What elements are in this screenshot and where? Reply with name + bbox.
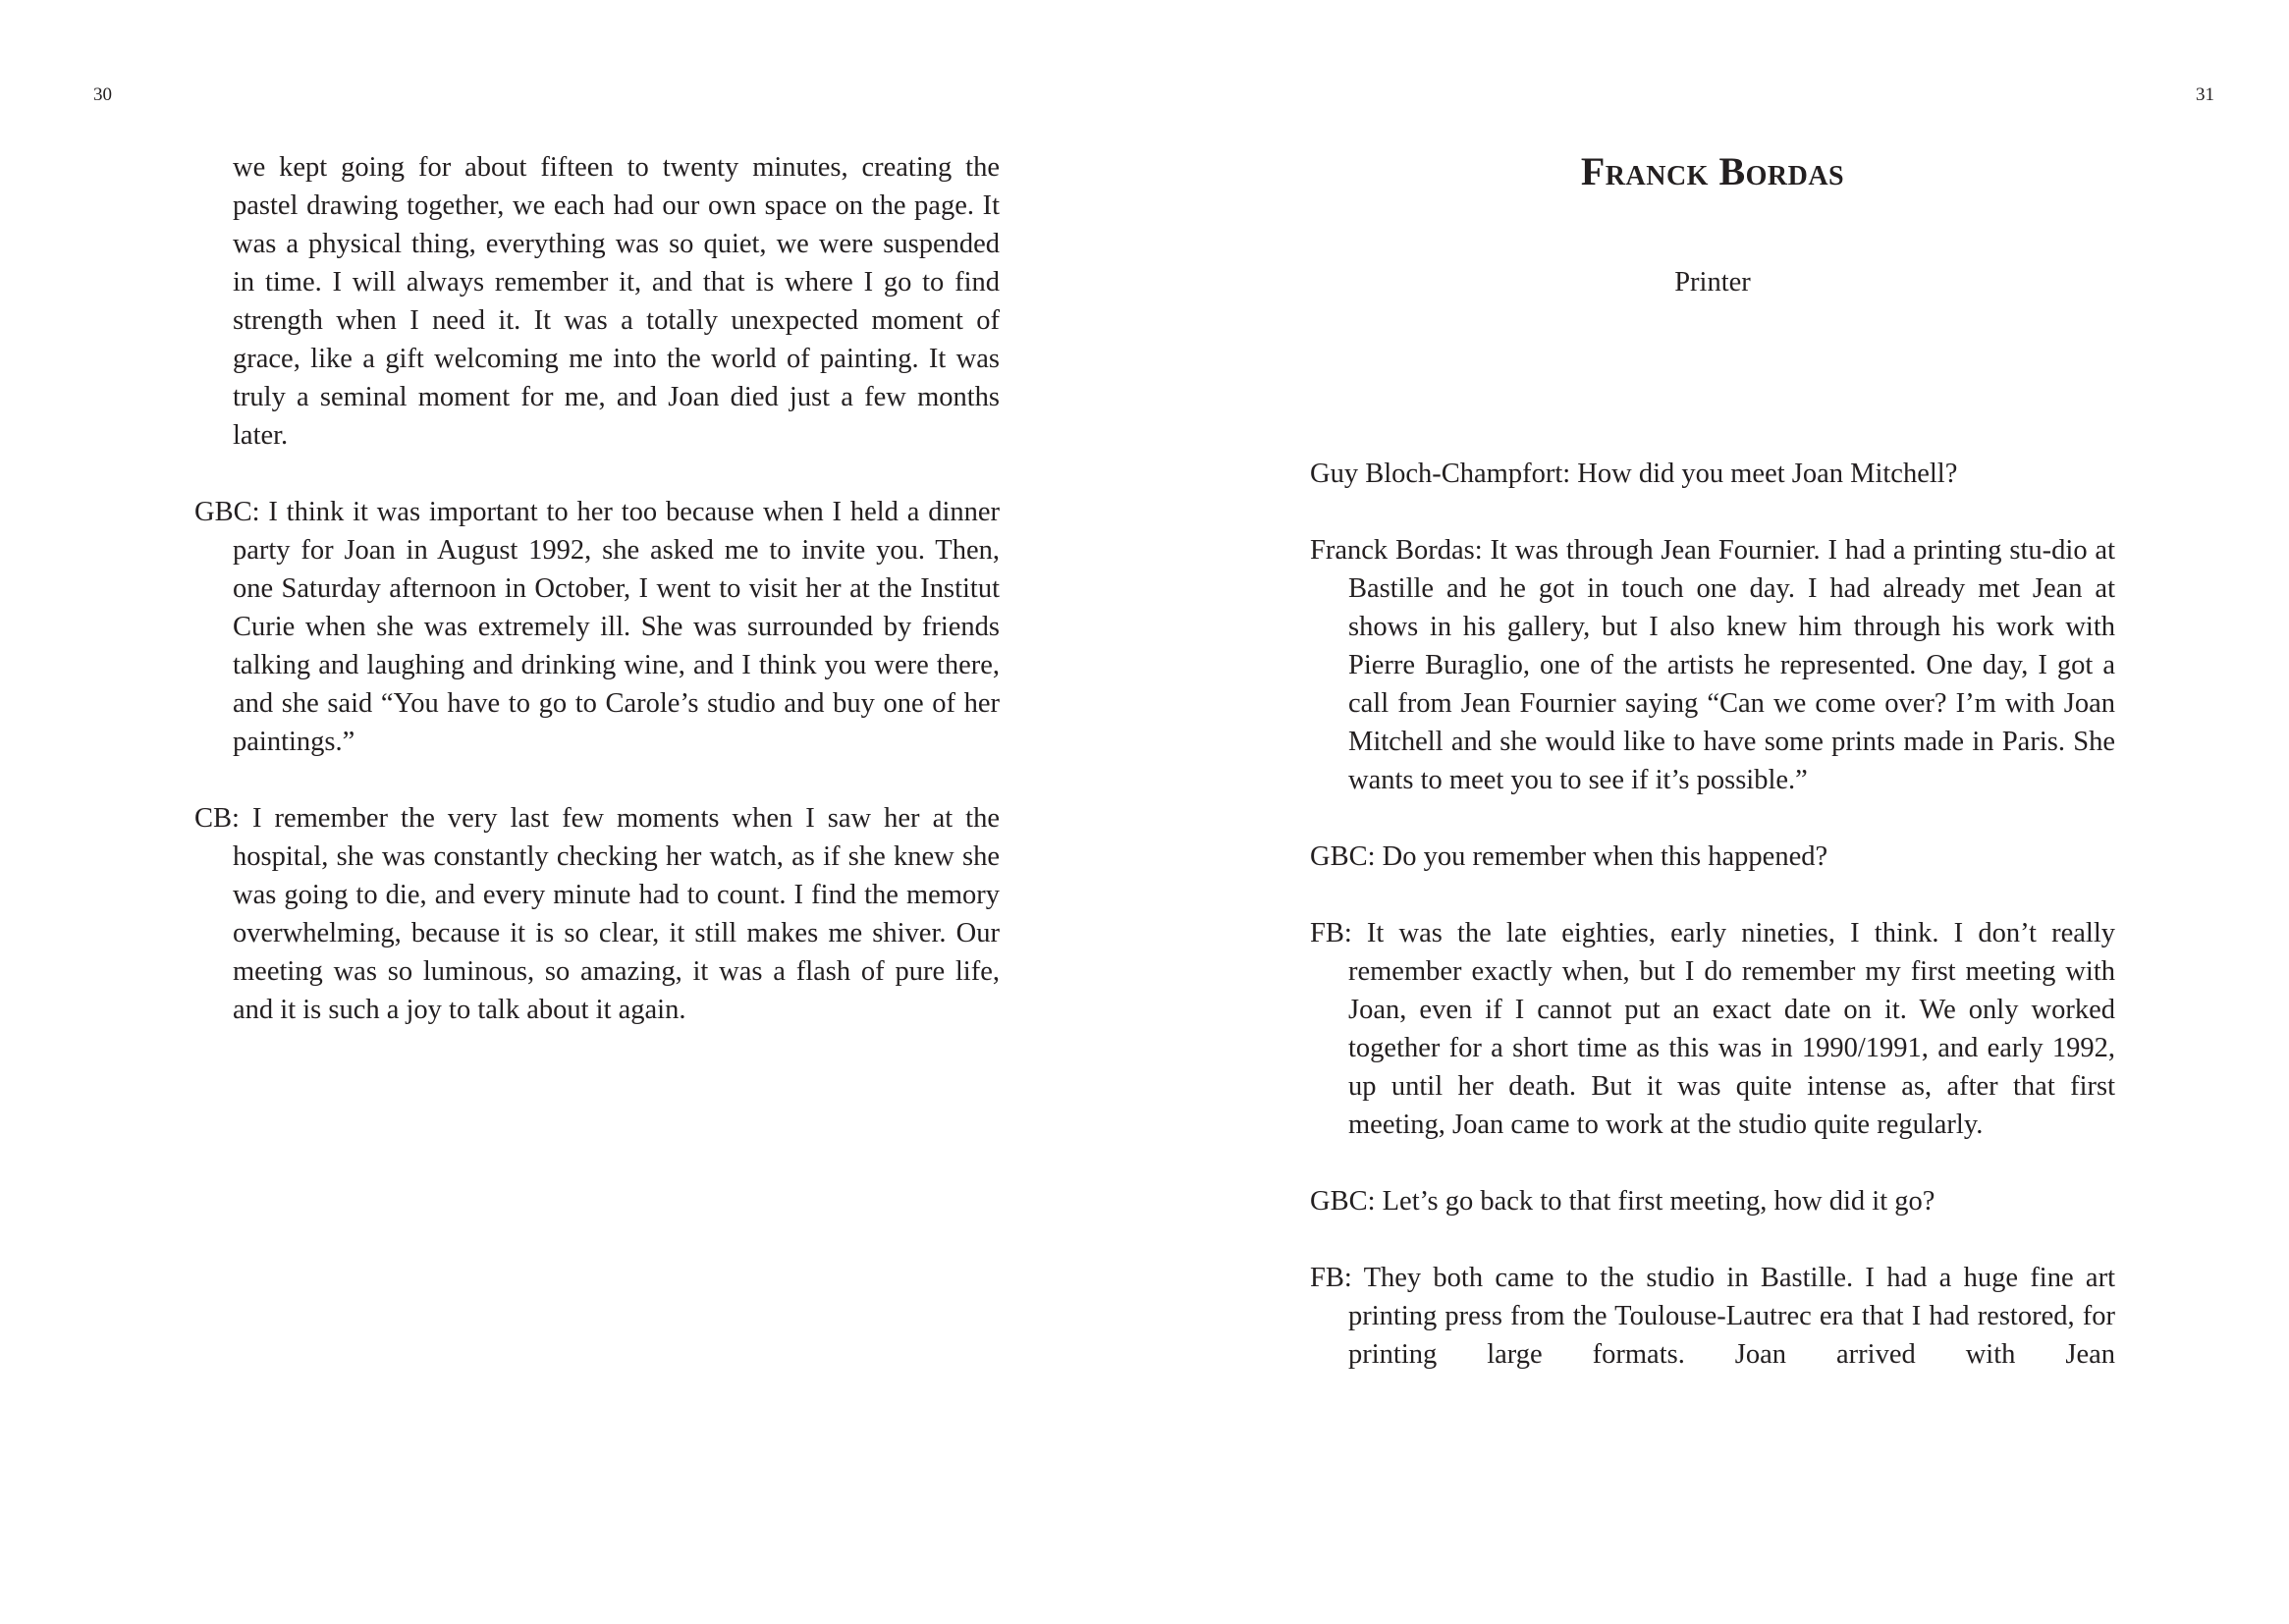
paragraph-cb: CB: I remember the very last few moments when I saw her at the hospital, she was constantly checking her watch, as if she knew she was going to die, and every minute had to count. I find the memory overwhelming, because it is so clear, it still makes me shiver. Our meeting was so luminous, so amazing, it was a flash of pure life, and it is such a joy to talk about it again. <box>194 803 1000 1025</box>
page-number-left: 30 <box>93 84 112 105</box>
paragraph-answer-1: Franck Bordas: It was through Jean Fournier. I had a printing stu-dio at Bastille and he got in touch one day. I had already met Jean at shows in his gallery, but I also knew him through his work with Pierre Buraglio, one of the artists he represented. One day, I got a call from Jean Fournier saying “Can we come over? I’m with Joan Mitchell and she would like to have some prints made in Paris. She wants to meet you to see if it’s possible.” <box>1310 535 2115 795</box>
paragraph-continued: we kept going for about fifteen to twenty minutes, creating the pastel drawing together, we each had our own space on the page. It was a physical thing, everything was so quiet, we were suspended in time. I will always remember it, and that is where I go to find strength when I need it. It was a totally unexpected moment of grace, like a gift welcoming me into the world of painting. It was truly a seminal moment for me, and Joan died just a few months later. <box>233 152 1000 451</box>
paragraph-question-3: GBC: Let’s go back to that first meeting, how did it go? <box>1310 1186 1935 1217</box>
paragraph-question-1: Guy Bloch-Champfort: How did you meet Joan Mitchell? <box>1310 459 1958 489</box>
left-page <box>0 0 1144 1624</box>
page-number-right: 31 <box>2196 84 2214 105</box>
paragraph-gbc: GBC: I think it was important to her too because when I held a dinner party for Joan in August 1992, she asked me to invite you. Then, one Saturday afternoon in October, I went to visit her at the Institut Curie when she was extremely ill. She was surrounded by friends talking and laughing and drinking wine, and I think you were there, and she said “You have to go to Carole’s studio and buy one of her paintings.” <box>194 497 1000 757</box>
right-text-column <box>1310 455 2115 1374</box>
paragraph-question-2: GBC: Do you remember when this happened? <box>1310 841 1828 872</box>
left-text-column <box>194 148 1000 1029</box>
paragraph-answer-2: FB: It was the late eighties, early nineties, I think. I don’t really remember exactly when, but I do remember my first meeting with Joan, even if I cannot put an exact date on it. We only worked together for a short time as this was in 1990/1991, and early 1992, up until her death. But it was quite intense as, after that first meeting, Joan came to work at the studio quite regularly. <box>1310 918 2115 1140</box>
chapter-title: Franck Bordas <box>1580 149 1845 193</box>
paragraph-answer-3: FB: They both came to the studio in Bastille. I had a huge fine art printing press from the Toulouse-Lautrec era that I had restored, for printing large formats. Joan arrived with Jean <box>1310 1263 2115 1370</box>
chapter-subtitle: Printer <box>1674 267 1751 298</box>
